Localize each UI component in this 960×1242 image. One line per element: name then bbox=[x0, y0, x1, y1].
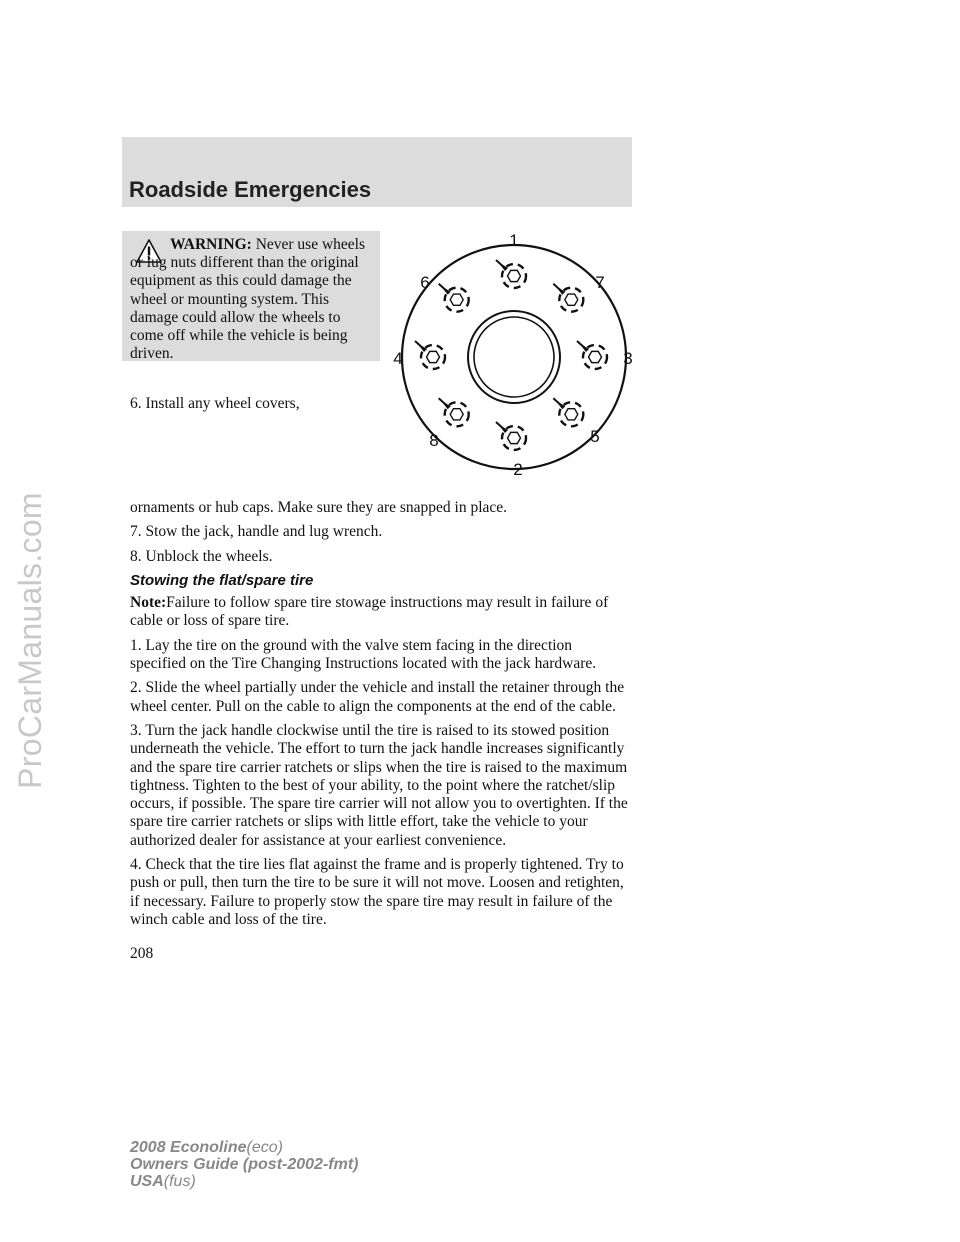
label-1: 1 bbox=[509, 231, 519, 250]
watermark-text: ProCarManuals.com bbox=[11, 491, 48, 789]
label-4: 4 bbox=[393, 349, 403, 368]
footer-model-code: (eco) bbox=[246, 1139, 283, 1156]
footer-market-code: (fus) bbox=[163, 1173, 196, 1190]
section-header bbox=[122, 137, 632, 207]
lug-nut-icon bbox=[415, 341, 445, 369]
page-number: 208 bbox=[130, 945, 154, 962]
lug-nut-icon bbox=[553, 284, 583, 312]
lug-nut-icon bbox=[439, 398, 469, 426]
watermark bbox=[0, 230, 60, 1050]
label-8: 8 bbox=[429, 431, 439, 450]
lug-nut-icon bbox=[496, 260, 526, 288]
label-6: 6 bbox=[420, 273, 430, 292]
warning-label: WARNING: bbox=[170, 236, 252, 253]
lug-nut-icon bbox=[496, 422, 526, 450]
warning-box bbox=[122, 231, 380, 361]
warning-text bbox=[130, 236, 376, 363]
step-6-start: 6. Install any wheel covers, bbox=[130, 395, 300, 412]
label-2: 2 bbox=[513, 460, 523, 479]
lug-nut-icon bbox=[577, 341, 607, 369]
label-7: 7 bbox=[595, 273, 605, 292]
step-6-end: ornaments or hub caps. Make sure they are snapped in place. bbox=[130, 499, 508, 516]
note-label: Note: bbox=[130, 594, 167, 612]
page-title: Roadside Emergencies bbox=[129, 177, 372, 202]
stow-step-4: 4. Check that the tire lies flat against the frame and is properly tightened. Try to push or pull, then turn the tire to be sure it will not move. Loosen and retighten, if necessary. Failure to properly stow the spare tire may result in failure of the winch cable and loss of the tire. bbox=[130, 856, 624, 928]
footer-model: 2008 Econoline bbox=[130, 1139, 247, 1156]
step-8: 8. Unblock the wheels. bbox=[130, 547, 273, 565]
body-text bbox=[130, 499, 630, 935]
stow-step-3: 3. Turn the jack handle clockwise until the tire is raised to its stowed position underneath the vehicle. The effort to turn the jack handle increases significantly and the spare tire carrier ratchets or slips when the tire is raised to the maximum tightness. Tighten to the best of your ability, to the point where the ratchet/slip occurs, if possible. The spare tire carrier will not allow you to overtighten. If the spare tire carrier ratchets or slips with little effort, take the vehicle to your authorized dealer for assistance at your earliest convenience. bbox=[130, 721, 628, 849]
lug-nut-icon bbox=[439, 284, 469, 312]
label-3: 3 bbox=[623, 349, 633, 368]
step-7: 7. Stow the jack, handle and lug wrench. bbox=[130, 523, 383, 541]
lug-nut-icon bbox=[553, 398, 583, 426]
label-5: 5 bbox=[590, 427, 600, 446]
footer bbox=[130, 1139, 358, 1190]
warning-body: Never use wheels or lug nuts different than the original equipment as this could damage the wheel or mounting system. This damage could allow the wheels to come off while the vehicle is being driven. bbox=[130, 236, 366, 363]
footer-market: USA bbox=[130, 1173, 164, 1190]
lug-nut-tightening-diagram bbox=[388, 228, 638, 483]
note bbox=[130, 594, 630, 631]
section-heading: Stowing the flat/spare tire bbox=[130, 571, 314, 589]
stow-step-2: 2. Slide the wheel partially under the vehicle and install the retainer through the wheel center. Pull on the cable to align the components at the end of the cable. bbox=[130, 679, 625, 715]
stow-step-1: 1. Lay the tire on the ground with the valve stem facing in the direction specified on the Tire Changing Instructions located with the jack hardware. bbox=[130, 636, 597, 673]
note-text: Failure to follow spare tire stowage instructions may result in failure of cable or loss of spare tire. bbox=[130, 594, 609, 630]
footer-guide: Owners Guide (post-2002-fmt) bbox=[130, 1156, 359, 1173]
